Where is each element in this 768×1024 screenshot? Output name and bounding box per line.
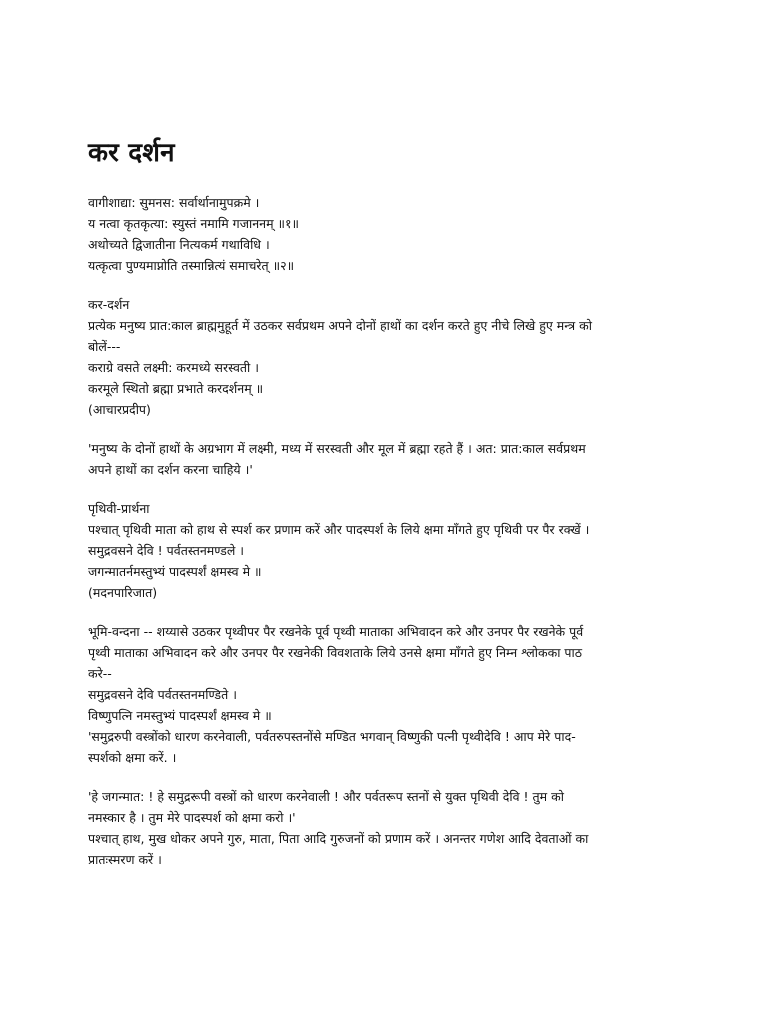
document-page <box>88 136 678 888</box>
text-line: पश्चात् हाथ, मुख धोकर अपने गुरु, माता, पिता आदि गुरुजनों को प्रणाम करें । अनन्तर गणेश आदि देवताओं का <box>88 831 589 846</box>
mantra-line: समुद्रवसने देवि पर्वतस्तनमण्डिते । <box>88 687 237 702</box>
text-line: प्रातःस्मरण करें । <box>88 852 162 867</box>
mantra-line: करमूले स्थितो ब्रह्मा प्रभाते करदर्शनम् ॥ <box>88 381 264 396</box>
section-heading: पृथिवी-प्रार्थना <box>88 501 150 516</box>
section-heading: कर-दर्शन <box>88 297 130 312</box>
text-line: अपने हाथों का दर्शन करना चाहिये ।' <box>88 462 253 477</box>
invocation-verses <box>88 192 678 276</box>
text-line: यत्कृत्वा पुण्यमाप्नोति तस्मान्नित्यं समाचरेत् ॥२॥ <box>88 258 295 273</box>
kar-darshan-meaning <box>88 438 678 480</box>
text-line: य नत्वा कृतकृत्या: स्युस्तं नमामि गजाननम् ॥१॥ <box>88 216 300 231</box>
mantra-line: जगन्मातर्नमस्तुभ्यं पादस्पर्शं क्षमस्व मे ॥ <box>88 564 262 579</box>
mantra-line: कराग्रे वसते लक्ष्मी: करमध्ये सरस्वती । <box>88 360 259 375</box>
mantra-line: समुद्रवसने देवि ! पर्वतस्तनमण्डले । <box>88 543 245 558</box>
text-line: 'समुद्ररुपी वस्त्रोंको धारण करनेवाली, पर्वतरुपस्तनोंसे मण्डित भगवान् विष्णुकी पत्नी पृथ्वीदेवि ! आप मेरे पाद- <box>88 729 576 744</box>
mantra-line: विष्णुपत्नि नमस्तुभ्यं पादस्पर्शं क्षमस्व मे ॥ <box>88 708 272 723</box>
text-line: 'मनुष्य के दोनों हाथों के अग्रभाग में लक्ष्मी, मध्य में सरस्वती और मूल में ब्रह्मा रहते हैं । अत: प्रात:काल सर्वप्रथम <box>88 441 586 456</box>
text-line: प्रत्येक मनुष्य प्रात:काल ब्राह्ममुहूर्त में उठकर सर्वप्रथम अपने दोनों हाथों का दर्शन करते हुए नीचे लिखे हुए मन्त्र को <box>88 318 593 333</box>
prithvi-prarthana-section <box>88 498 678 603</box>
text-line: स्पर्शको क्षमा करें. । <box>88 750 177 765</box>
bhumi-vandana-section <box>88 621 678 768</box>
closing-section <box>88 786 678 870</box>
text-line: 'हे जगन्मात: ! हे समुद्ररूपी वस्त्रों को धारण करनेवाली ! और पर्वतरूप स्तनों से युक्त पृथिवी देवि ! तुम को <box>88 789 564 804</box>
source-citation: (आचारप्रदीप) <box>88 402 151 417</box>
text-line: भूमि-वन्दना -- शय्यासे उठकर पृथ्वीपर पैर रखनेके पूर्व पृथ्वी माताका अभिवादन करे और उनपर पैर रखनेके पूर्व <box>88 624 584 639</box>
kar-darshan-section <box>88 294 678 420</box>
text-line: नमस्कार है । तुम मेरे पादस्पर्श को क्षमा करो ।' <box>88 810 296 825</box>
text-line: वागीशाद्या: सुमनस: सर्वार्थानामुपक्रमे । <box>88 195 260 210</box>
text-line: पश्चात् पृथिवी माता को हाथ से स्पर्श कर प्रणाम करें और पादस्पर्श के लिये क्षमा माँगते हुए पृथिवी पर पैर रक्खें । <box>88 522 590 537</box>
text-line: अथोच्यते द्विजातीना नित्यकर्म गथाविधि । <box>88 237 270 252</box>
text-line: करे-- <box>88 666 112 681</box>
source-citation: (मदनपारिजात) <box>88 585 158 600</box>
page-title: कर दर्शन <box>88 138 175 168</box>
text-line: बोलें--- <box>88 339 121 354</box>
text-line: पृथ्वी माताका अभिवादन करे और उनपर पैर रखनेकी विवशताके लिये उनसे क्षमा माँगते हुए निम्न श्लोकका पाठ <box>88 645 583 660</box>
